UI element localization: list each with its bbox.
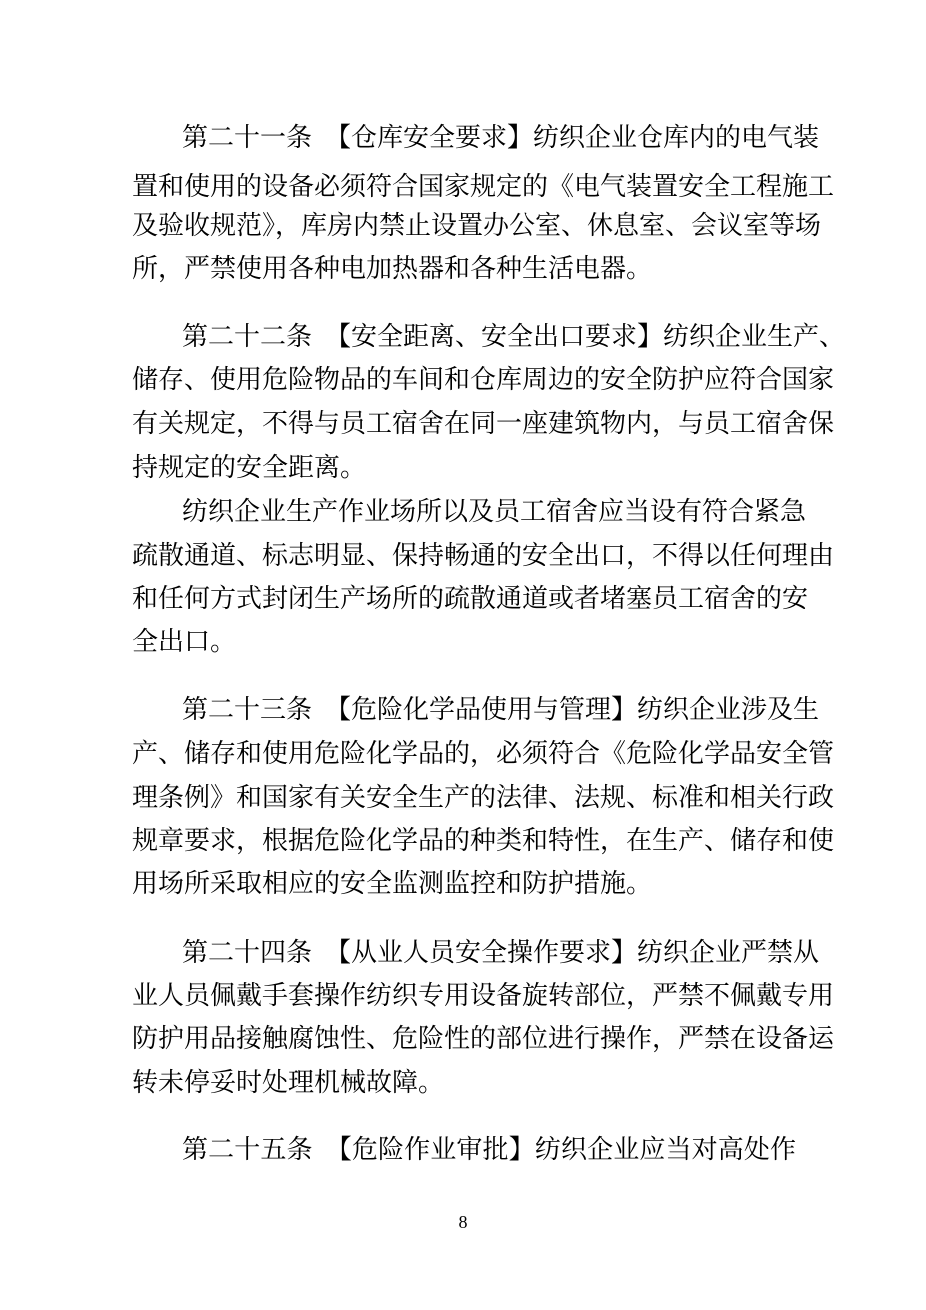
article-23-line-2: 产、储存和使用危险化学品的，必须符合《危险化学品安全管 [132,739,835,769]
article-23-line-5: 用场所采取相应的安全监测监控和防护措施。 [132,869,653,899]
article-22-line-2: 储存、使用危险物品的车间和仓库周边的安全防护应符合国家 [132,365,835,395]
article-23-line-1: 第二十三条 【危险化学品使用与管理】纺织企业涉及生 [182,695,820,725]
article-22-line-4: 持规定的安全距离。 [132,453,367,483]
article-21-line-3: 及验收规范》，库房内禁止设置办公室、休息室、会议室等场 [132,211,822,241]
article-22-line-1: 第二十二条 【安全距离、安全出口要求】纺织企业生产、 [182,322,846,352]
article-21-line-2: 置和使用的设备必须符合国家规定的《电气装置安全工程施工 [132,172,835,202]
article-24-line-3: 防护用品接触腐蚀性、危险性的部位进行操作，严禁在设备运 [132,1024,835,1054]
article-22-para2-line-1: 纺织企业生产作业场所以及员工宿舍应当设有符合紧急 [182,497,807,527]
article-24-line-1: 第二十四条 【从业人员安全操作要求】纺织企业严禁从 [182,938,820,968]
article-25-line-1: 第二十五条 【危险作业审批】纺织企业应当对高处作 [182,1135,796,1165]
article-22-line-3: 有关规定，不得与员工宿舍在同一座建筑物内，与员工宿舍保 [132,409,835,439]
article-22-para2-line-3: 和任何方式封闭生产场所的疏散通道或者堵塞员工宿舍的安 [132,584,809,614]
article-22-para2-line-2: 疏散通道、标志明显、保持畅通的安全出口，不得以任何理由 [132,541,835,571]
article-21-line-1: 第二十一条 【仓库安全要求】纺织企业仓库内的电气装 [182,123,820,153]
article-22-para2-line-4: 全出口。 [132,627,237,657]
article-23-line-4: 规章要求，根据危险化学品的种类和特性，在生产、储存和使 [132,826,835,856]
article-23-line-3: 理条例》和国家有关安全生产的法律、法规、标准和相关行政 [132,783,835,813]
page-number: 8 [458,1212,468,1232]
article-24-line-2: 业人员佩戴手套操作纺织专用设备旋转部位，严禁不佩戴专用 [132,981,835,1011]
article-21-line-4: 所，严禁使用各种电加热器和各种生活电器。 [132,254,653,284]
article-24-line-4: 转未停妥时处理机械故障。 [132,1068,445,1098]
